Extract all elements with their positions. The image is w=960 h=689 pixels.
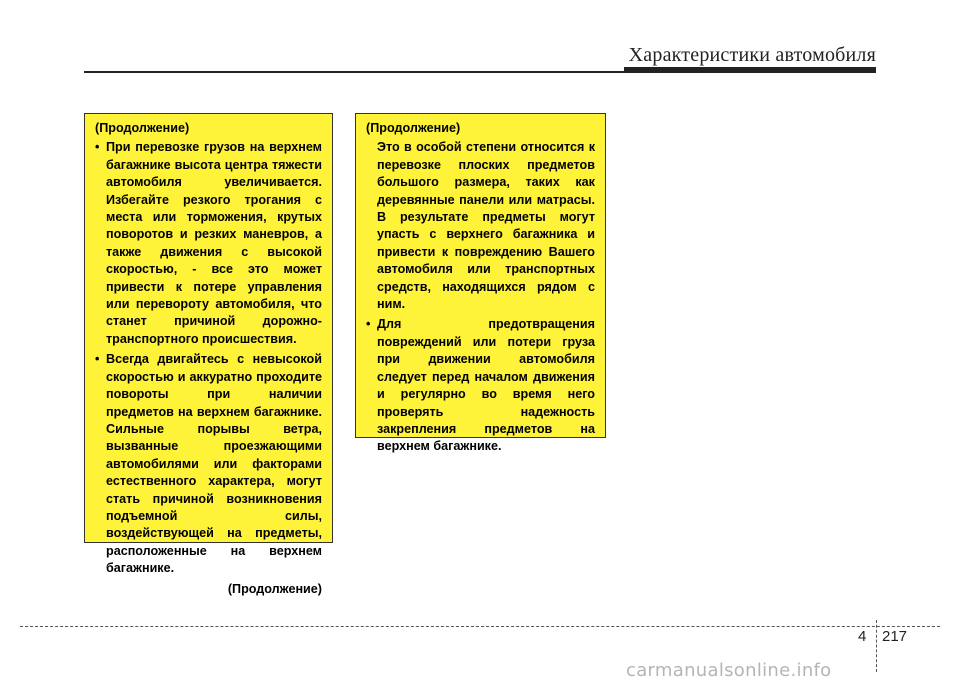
warning-box-right [355,113,606,454]
continued-header: (Продолжение) [366,121,461,135]
bullet-icon: • [366,317,371,332]
continued-footer: (Продолжение) [227,581,322,596]
bullet-icon: • [95,352,100,367]
page-number: 217 [882,628,908,645]
list-item-text: Для предотвращения повреждений или потери груза при движении автомобиля следует перед началом движения и регулярно во время него проверять надежность закрепления предметов на верхнем багажнике. [377,317,595,454]
list-item [95,351,322,577]
continued-header: (Продолжение) [95,121,190,135]
header-rule-thin [84,71,624,73]
header-rule-thick [624,67,876,73]
continued-paragraph: Это в особой степени относится к перевозке плоских предметов большого размера, таких как деревянные панели или матрасы. В результате предметы могут упасть с верхнего багажника и привести к повреждению Вашего автомобиля или транспортных средств, находящихся рядом с ним. [377,140,595,312]
bullet-icon: • [95,140,100,155]
watermark-link[interactable]: carmanualsonline.info [626,660,832,681]
list-item [95,139,322,348]
list-item-text: При перевозке грузов на верхнем багажнике высота центра тяжести автомобиля увеличивается. Избегайте резкого трогания с места или торможения, крутых поворотов и резких маневров, а также движения с высокой скоростью, - все это может привести к потере управления или перевороту автомобиля, что станет причиной дорожно-транспортного происшествия. [106,140,322,346]
warning-box-left [84,113,333,596]
footer-dashed-rule [20,626,940,627]
list-item [366,316,595,455]
list-item-text: Всегда двигайтесь с невысокой скоростью и аккуратно проходите повороты при наличии предметов на верхнем багажнике. Сильные порывы ветра, вызванные проезжающими автомобилями или факторами естественного характера, могут стать причиной возникновения подъемной силы, воздействующей на предметы, расположенные на верхнем багажнике. [106,352,322,576]
page-header-title: Характеристики автомобиля [628,44,876,66]
page-number-divider [876,620,877,672]
chapter-number: 4 [858,628,867,645]
